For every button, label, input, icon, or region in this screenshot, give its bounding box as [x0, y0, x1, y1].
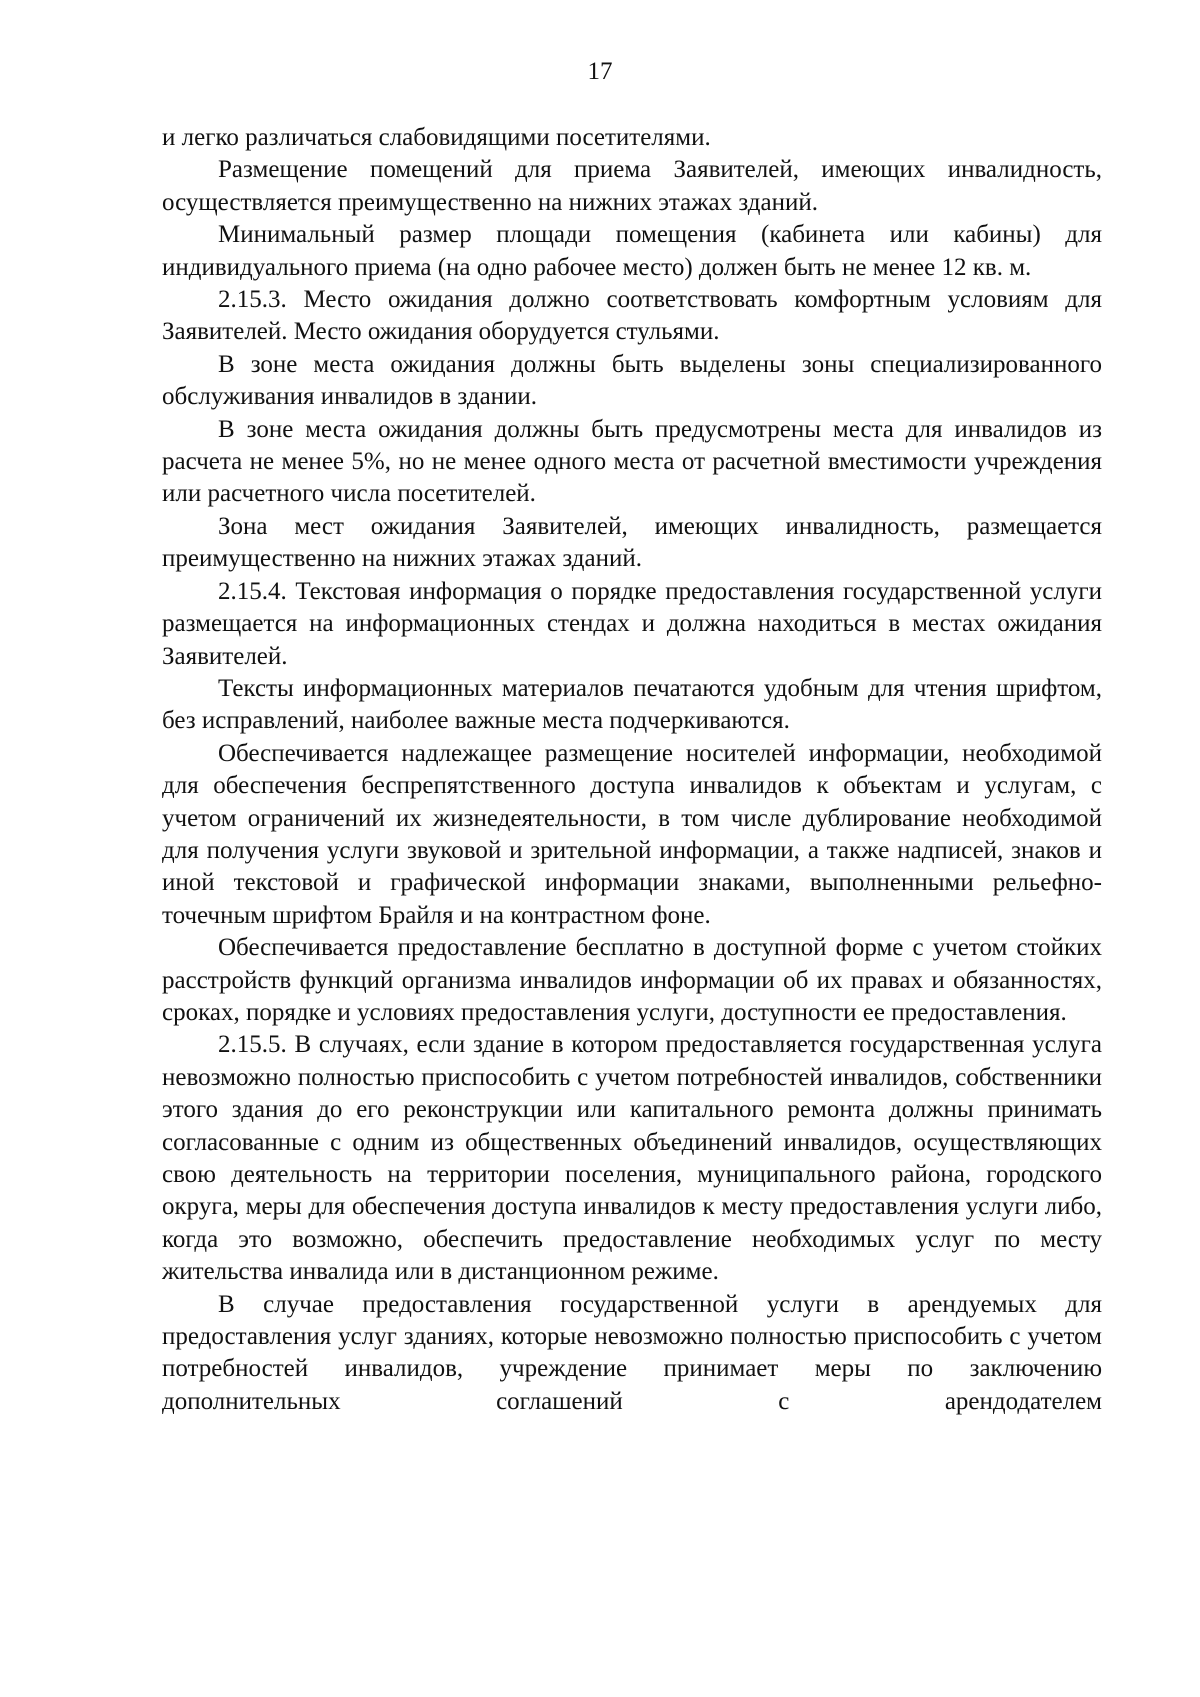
- paragraph-rented-buildings: В случае предоставления государственной услуги в арендуемых для предоставления услуг зданиях, которые невозможно полностью приспособить с учетом потребностей инвалидов, учреждение принимает меры по заключению дополнительных соглашений с арендодателем: [162, 1290, 1102, 1415]
- paragraph-room-placement: Размещение помещений для приема Заявителей, имеющих инвалидность, осуществляется преимущественно на нижних этажах зданий.: [162, 156, 1102, 216]
- paragraph-service-zones: В зоне места ожидания должны быть выделены зоны специализированного обслуживания инвалидов в здании.: [162, 350, 1102, 411]
- document-body: [162, 122, 1102, 1418]
- paragraph-free-info: Обеспечивается предоставление бесплатно в доступной форме с учетом стойких расстройств функций организма инвалидов информации об их правах и обязанностях, сроках, порядке и условиях предоставления услуги, доступности ее предоставления.: [162, 934, 1102, 1026]
- paragraph-disabled-seats: В зоне места ожидания должны быть предусмотрены места для инвалидов из расчета не менее 5%, но не менее одного места от расчетной вместимости учреждения или расчетного числа посетителей.: [162, 415, 1102, 508]
- paragraph-text-materials: Тексты информационных материалов печатаются удобным для чтения шрифтом, без исправлений, наиболее важные места подчеркиваются.: [162, 674, 1102, 735]
- page-number: 17: [587, 58, 613, 85]
- paragraph-min-room-size: Минимальный размер площади помещения (кабинета или кабины) для индивидуального приема (на одно рабочее место) должен быть не менее 12 кв. м.: [162, 221, 1102, 281]
- paragraph-2-15-4: 2.15.4. Текстовая информация о порядке предоставления государственной услуги размещается на информационных стендах и должна находиться в местах ожидания Заявителей.: [162, 577, 1102, 670]
- paragraph-2-15-5: 2.15.5. В случаях, если здание в котором предоставляется государственная услуга невозможно полностью приспособить с учетом потребностей инвалидов, собственники этого здания до его реконструкции или капитального ремонта должны принимать согласованные с одним из общественных объединений инвалидов, осуществляющих свою деятельность на территории поселения, муниципального района, городского округа, меры для обеспечения доступа инвалидов к месту предоставления услуги либо, когда это возможно, обеспечить предоставление необходимых услуг по месту жительства инвалида или в дистанционном режиме.: [162, 1031, 1102, 1286]
- paragraph-waiting-zone: Зона мест ожидания Заявителей, имеющих инвалидность, размещается преимущественно на нижних этажах зданий.: [162, 512, 1102, 573]
- paragraph-info-carriers: Обеспечивается надлежащее размещение носителей информации, необходимой для обеспечения беспрепятственного доступа инвалидов к объектам и услугам, с учетом ограничений их жизнедеятельности, в том числе дублирование необходимой для получения услуги звуковой и зрительной информации, а также надписей, знаков и иной текстовой и графической информации знаками, выполненными рельефно-точечным шрифтом Брайля и на контрастном фоне.: [162, 739, 1102, 929]
- paragraph-continuation: и легко различаться слабовидящими посетителями.: [162, 124, 711, 151]
- paragraph-2-15-3: 2.15.3. Место ожидания должно соответствовать комфортным условиям для Заявителей. Место ожидания оборудуется стульями.: [162, 286, 1102, 346]
